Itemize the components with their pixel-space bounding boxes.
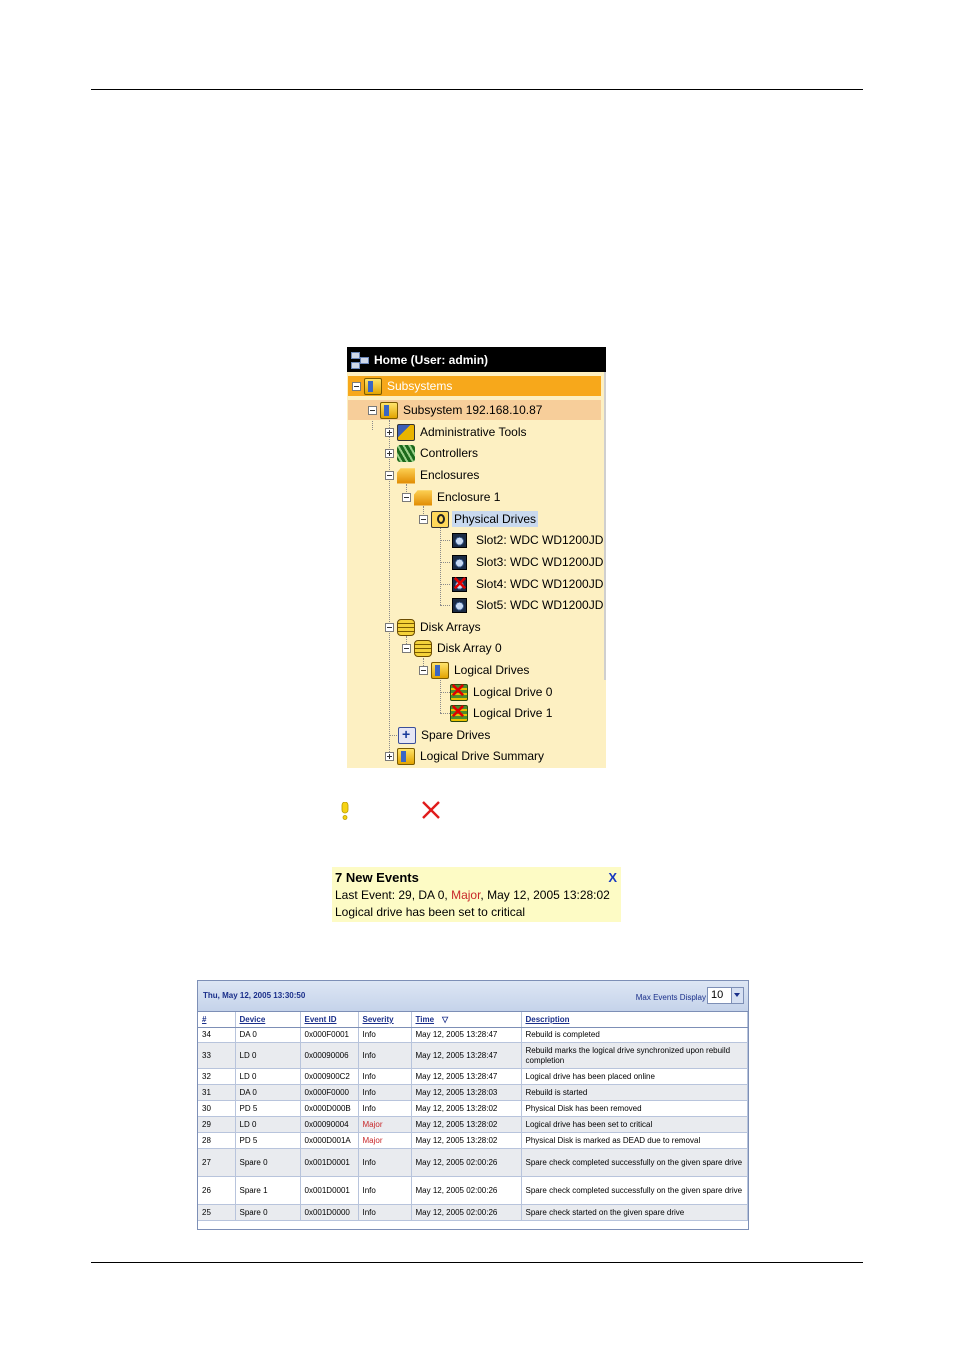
event-log-header <box>198 981 748 1012</box>
logical-drive-critical-icon: ✕ <box>450 684 468 701</box>
collapse-icon[interactable] <box>419 666 428 675</box>
event-log-body <box>198 1028 748 1221</box>
tree-node-disk-arrays[interactable] <box>385 617 483 637</box>
cell-event-id: 0x00090004 <box>300 1117 358 1133</box>
bottom-rule <box>91 1262 863 1263</box>
tree-node-label: Logical Drive 1 <box>473 706 553 720</box>
max-events-value: 10 <box>711 989 724 1001</box>
logical-drive-critical-icon: ✕ <box>450 705 468 722</box>
tree-node-subsystem[interactable] <box>348 400 601 420</box>
yellow-exclamation-icon <box>341 802 349 820</box>
top-rule <box>91 89 863 90</box>
tree-node-label: Logical Drive 0 <box>473 685 553 699</box>
tree-node-label: Slot3: WDC WD1200JD <box>476 555 604 569</box>
popup-title: 7 New Events <box>335 870 419 885</box>
event-log-panel <box>197 980 749 1230</box>
tree-node-label: Spare Drives <box>421 728 491 742</box>
tree-node-slot2[interactable] <box>452 530 605 550</box>
column-header-time[interactable] <box>411 1012 521 1028</box>
cell-event-id: 0x000900C2 <box>300 1069 358 1085</box>
collapse-icon[interactable] <box>385 623 394 632</box>
cell-event-id: 0x001D0000 <box>300 1205 358 1221</box>
logical-drives-icon <box>431 662 449 679</box>
tree-node-label: Subsystem 192.168.10.87 <box>403 403 543 417</box>
cell-description: Physical Disk is marked as DEAD due to removal <box>521 1133 748 1149</box>
cell-description: Logical drive has been set to critical <box>521 1117 748 1133</box>
cell-time: May 12, 2005 13:28:02 <box>411 1117 521 1133</box>
cell-time: May 12, 2005 13:28:02 <box>411 1101 521 1117</box>
tree-node-controllers[interactable] <box>385 443 480 463</box>
tree-node-disk-array-0[interactable] <box>402 638 504 658</box>
tree-node-physical-drives[interactable] <box>419 509 538 529</box>
tree-node-label: Logical Drives <box>454 663 530 677</box>
cell-description: Logical drive has been placed online <box>521 1069 748 1085</box>
cell-number: 27 <box>198 1149 235 1177</box>
cell-time: May 12, 2005 13:28:47 <box>411 1069 521 1085</box>
collapse-icon[interactable] <box>368 406 377 415</box>
table-header-row <box>198 1012 748 1028</box>
tree-line <box>440 680 441 713</box>
cell-severity: Info <box>358 1177 411 1205</box>
hard-drive-icon <box>452 533 467 548</box>
cell-event-id: 0x001D0001 <box>300 1149 358 1177</box>
cell-description: Spare check started on the given spare drive <box>521 1205 748 1221</box>
tree-node-logical-drive-1[interactable] <box>450 703 554 723</box>
last-event-severity: Major <box>451 888 481 902</box>
table-row[interactable] <box>198 1101 748 1117</box>
tree-node-enclosures[interactable] <box>385 465 481 485</box>
collapse-icon[interactable] <box>352 382 361 391</box>
expand-icon[interactable] <box>385 428 394 437</box>
tree-node-label: Enclosure 1 <box>437 490 501 504</box>
tree-node-enclosure-1[interactable] <box>402 487 502 507</box>
tree-node-slot4[interactable] <box>452 574 605 594</box>
cell-number: 26 <box>198 1177 235 1205</box>
table-row[interactable] <box>198 1177 748 1205</box>
table-row[interactable] <box>198 1028 748 1043</box>
logical-drive-summary-icon <box>397 748 415 765</box>
cell-event-id: 0x000D001A <box>300 1133 358 1149</box>
cell-number: 31 <box>198 1085 235 1101</box>
cell-event-id: 0x000F0000 <box>300 1085 358 1101</box>
tree-node-label: Disk Array 0 <box>437 641 502 655</box>
column-header-description[interactable]: Description <box>521 1012 748 1028</box>
cell-device: LD 0 <box>235 1117 300 1133</box>
column-header-device[interactable]: Device <box>235 1012 300 1028</box>
event-log-date: Thu, May 12, 2005 13:30:50 <box>203 991 306 1000</box>
tree-line <box>440 713 450 714</box>
table-row[interactable] <box>198 1133 748 1149</box>
collapse-icon[interactable] <box>419 515 428 524</box>
expand-icon[interactable] <box>385 449 394 458</box>
cell-time: May 12, 2005 13:28:02 <box>411 1133 521 1149</box>
tree-node-slot3[interactable] <box>452 552 605 572</box>
cell-event-id: 0x000D000B <box>300 1101 358 1117</box>
tree-node-label: Logical Drive Summary <box>420 749 545 763</box>
table-row[interactable] <box>198 1149 748 1177</box>
physical-drives-icon <box>431 511 449 528</box>
expand-icon[interactable] <box>385 752 394 761</box>
tree-header[interactable] <box>347 347 606 372</box>
cell-severity: Info <box>358 1149 411 1177</box>
cell-time: May 12, 2005 13:28:03 <box>411 1085 521 1101</box>
last-event-time: , May 12, 2005 13:28:02 <box>480 888 610 902</box>
tree-line <box>440 605 450 606</box>
tree-line <box>440 562 450 563</box>
table-row[interactable] <box>198 1205 748 1221</box>
cell-severity: Major <box>358 1133 411 1149</box>
tree-node-label: Enclosures <box>420 468 480 482</box>
cell-severity: Info <box>358 1043 411 1069</box>
cell-description: Rebuild is completed <box>521 1028 748 1043</box>
tree-node-label: Slot5: WDC WD1200JD <box>476 598 604 612</box>
cell-severity: Info <box>358 1069 411 1085</box>
cell-number: 30 <box>198 1101 235 1117</box>
spare-drives-icon <box>398 727 416 744</box>
tree-scrollbar[interactable] <box>604 372 606 680</box>
cell-event-id: 0x000F0001 <box>300 1028 358 1043</box>
cell-time: May 12, 2005 13:28:47 <box>411 1028 521 1043</box>
tree-node-label: Subsystems <box>387 379 453 393</box>
tree-node-label: Disk Arrays <box>420 620 481 634</box>
cell-device: PD 5 <box>235 1101 300 1117</box>
subsystem-icon <box>380 402 398 419</box>
tree-node-spare-drives[interactable] <box>398 725 492 745</box>
cell-device: LD 0 <box>235 1043 300 1069</box>
collapse-icon[interactable] <box>402 493 411 502</box>
tree-node-logical-drive-summary[interactable] <box>385 746 546 766</box>
cell-severity: Info <box>358 1085 411 1101</box>
tree-node-slot5[interactable] <box>452 595 605 615</box>
tree-node-subsystems[interactable] <box>348 376 601 396</box>
cell-severity: Info <box>358 1028 411 1043</box>
cell-event-id: 0x001D0001 <box>300 1177 358 1205</box>
hard-drive-icon <box>452 555 467 570</box>
red-x-icon <box>420 799 442 821</box>
cell-number: 29 <box>198 1117 235 1133</box>
network-home-icon <box>350 351 370 369</box>
table-row[interactable] <box>198 1117 748 1133</box>
table-row[interactable] <box>198 1069 748 1085</box>
last-event-prefix: Last Event: 29, DA 0, <box>335 888 452 902</box>
tree-line <box>440 584 450 585</box>
disk-arrays-icon <box>397 619 415 636</box>
cell-device: LD 0 <box>235 1069 300 1085</box>
table-row[interactable] <box>198 1043 748 1069</box>
cell-time: May 12, 2005 02:00:26 <box>411 1177 521 1205</box>
cell-number: 33 <box>198 1043 235 1069</box>
cell-description: Rebuild marks the logical drive synchronized upon rebuild completion <box>521 1043 748 1069</box>
tree-node-label: Physical Drives <box>454 512 537 526</box>
cell-device: Spare 1 <box>235 1177 300 1205</box>
cell-device: Spare 0 <box>235 1149 300 1177</box>
chevron-down-icon[interactable] <box>731 988 743 1003</box>
administrative-tools-icon <box>397 424 415 441</box>
subsystems-icon <box>364 378 382 395</box>
tree-header-label: Home (User: admin) <box>374 352 489 367</box>
tree-node-label: Administrative Tools <box>420 425 527 439</box>
max-events-select[interactable] <box>707 987 744 1004</box>
cell-number: 32 <box>198 1069 235 1085</box>
cell-number: 28 <box>198 1133 235 1149</box>
collapse-icon[interactable] <box>402 644 411 653</box>
cell-device: Spare 0 <box>235 1205 300 1221</box>
popup-close-button[interactable]: X <box>608 870 617 885</box>
enclosure-icon <box>414 489 432 506</box>
hard-drive-icon <box>452 598 467 613</box>
table-row[interactable] <box>198 1085 748 1101</box>
max-events-label: Max Events Display <box>635 993 706 1002</box>
enclosures-icon <box>397 467 415 484</box>
hard-drive-failed-icon: ✕ <box>452 573 468 595</box>
controllers-icon <box>397 445 415 462</box>
cell-description: Spare check completed successfully on the given spare drive <box>521 1177 748 1205</box>
cell-device: PD 5 <box>235 1133 300 1149</box>
cell-description: Rebuild is started <box>521 1085 748 1101</box>
tree-line <box>440 540 450 541</box>
column-header-severity[interactable]: Severity <box>358 1012 411 1028</box>
cell-severity: Info <box>358 1205 411 1221</box>
cell-severity: Info <box>358 1101 411 1117</box>
cell-device: DA 0 <box>235 1028 300 1043</box>
cell-time: May 12, 2005 02:00:26 <box>411 1205 521 1221</box>
cell-event-id: 0x00090006 <box>300 1043 358 1069</box>
column-header-number[interactable]: # <box>198 1012 235 1028</box>
cell-number: 34 <box>198 1028 235 1043</box>
cell-number: 25 <box>198 1205 235 1221</box>
tree-node-label: Slot2: WDC WD1200JD <box>476 533 604 547</box>
cell-device: DA 0 <box>235 1085 300 1101</box>
popup-message: Logical drive has been set to critical <box>335 905 526 919</box>
cell-description: Spare check completed successfully on the given spare drive <box>521 1149 748 1177</box>
event-log-table <box>198 1012 748 1221</box>
cell-time: May 12, 2005 13:28:47 <box>411 1043 521 1069</box>
column-header-event-id[interactable]: Event ID <box>300 1012 358 1028</box>
cell-time: May 12, 2005 02:00:26 <box>411 1149 521 1177</box>
cell-severity: Major <box>358 1117 411 1133</box>
tree-node-logical-drive-0[interactable] <box>450 682 554 702</box>
tree-node-label: Slot4: WDC WD1200JD <box>476 577 604 591</box>
tree-line <box>440 692 450 693</box>
tree-node-administrative-tools[interactable] <box>385 422 529 442</box>
disk-array-icon <box>414 640 432 657</box>
new-events-popup[interactable] <box>332 867 621 922</box>
collapse-icon[interactable] <box>385 471 394 480</box>
sort-descending-icon[interactable]: ▽ <box>442 1015 449 1024</box>
cell-description: Physical Disk has been removed <box>521 1101 748 1117</box>
tree-node-logical-drives[interactable] <box>419 660 531 680</box>
tree-node-label: Controllers <box>420 446 479 460</box>
popup-last-event <box>335 887 610 904</box>
time-header-label: Time <box>415 1015 435 1024</box>
